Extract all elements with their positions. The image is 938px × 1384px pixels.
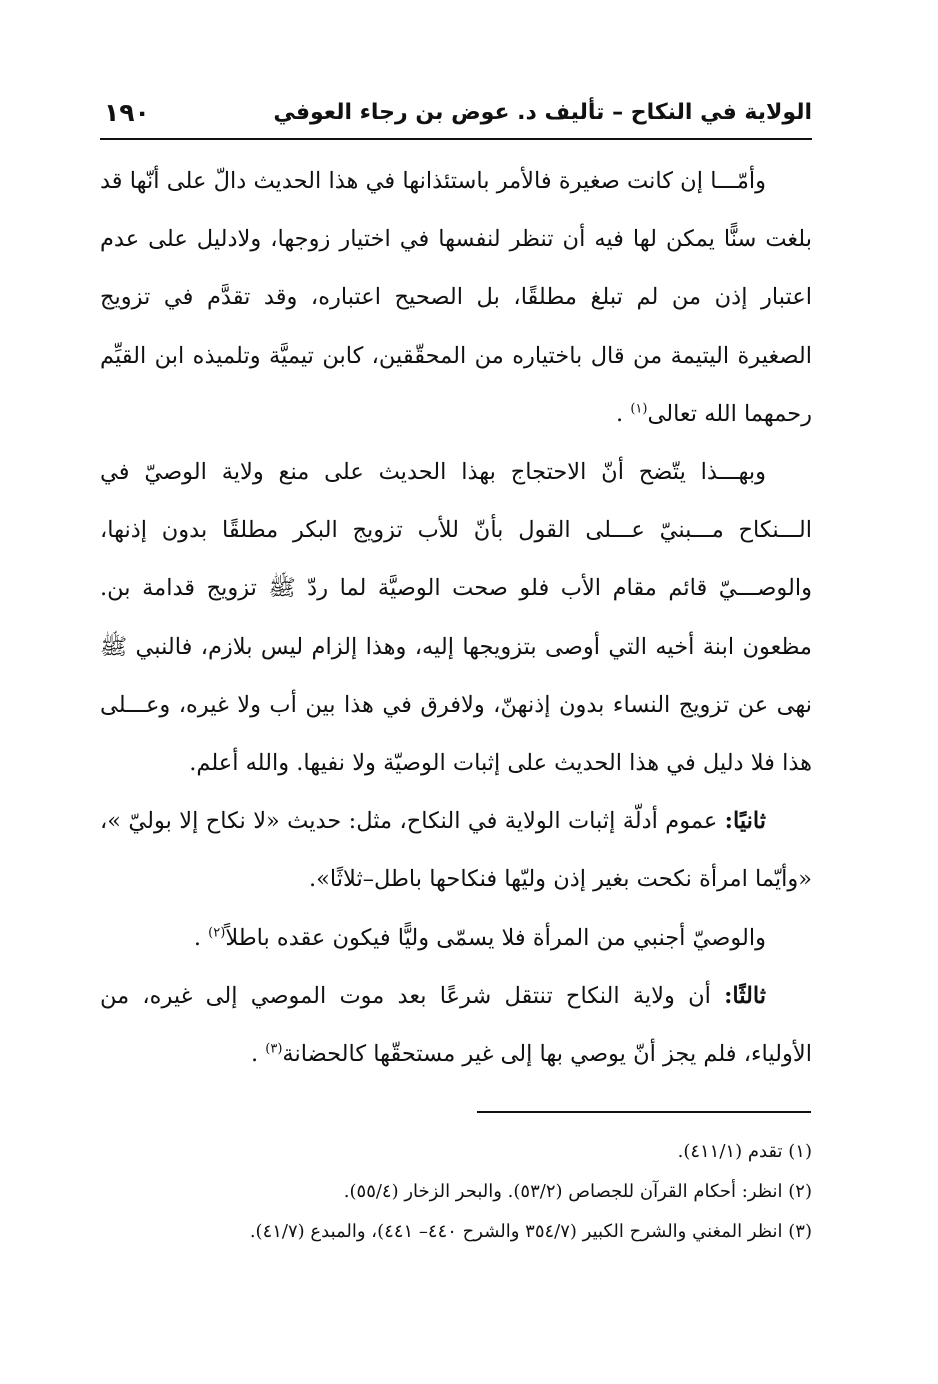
paragraph (100, 967, 812, 1083)
running-title: الولاية في النكاح – تأليف د. عوض بن رجاء العوفي (273, 100, 812, 125)
footnote: (٣) انظر المغني والشرح الكبير (٣٥٤/٧ والشرح ٤٤٠– ٤٤١)، والمبدع (٤١/٧). (249, 1221, 812, 1242)
footnotes (100, 1132, 812, 1252)
footnote-marker: (١) (630, 401, 648, 417)
paragraph (100, 152, 812, 443)
paragraph-text: وأمّـــا إن كانت صغيرة فالأمر باستئذانها في هذا الحديث دالّ على أنّها قد بلغت سنًّا يمكن لها فيه أن تنظر لنفسها في اختيار زوجها، ولادليل على عدم اعتبار إذن من لم تبلغ مطلقًا، بل الصحيح اعتباره، وقد تقدَّم في تزويج الصغيرة اليتيمة من قال باختياره من المحقّقين، كابن تيميَّة وتلميذه ابن القيِّم رحمهما الله تعالى (100, 168, 812, 427)
paragraph-tail: . (250, 1041, 259, 1068)
paragraph-text: عموم أدلّة إثبات الولاية في النكاح، مثل: حديث «لا نكاح إلا بوليّ »، «وأيّما امرأة نكحت بغير إذن وليّها فنكاحها باطل–ثلاثًا». (100, 808, 812, 893)
paragraph-text: أن ولاية النكاح تنتقل شرعًا بعد موت الموصي إلى غيره، من الأولياء، فلم يجز أنّ يوصي بها إلى غير مستحقّها كالحضانة (100, 982, 812, 1068)
paragraph-lead: ثالثًا: (724, 982, 766, 1009)
footnote-separator (477, 1111, 811, 1113)
paragraph-text: والوصيّ أجنبي من المرأة فلا يسمّى وليًّا فيكون عقده باطلاً (225, 924, 766, 951)
paragraph-tail: . (193, 924, 202, 951)
paragraph-lead: ثانيًا: (724, 808, 766, 835)
page-header (100, 98, 812, 140)
footnote-marker: (٢) (208, 925, 226, 941)
paragraph (100, 909, 812, 967)
footnote: (١) تقدم (٤١١/١). (677, 1141, 812, 1162)
footnote: (٢) انظر: أحكام القرآن للجصاص (٥٣/٢). والبحر الزخار (٥٥/٤). (343, 1181, 812, 1202)
page-number: ١٩٠ (104, 98, 150, 127)
paragraph-text: وبهـــذا يتّضح أنّ الاحتجاج بهذا الحديث على منع ولاية الوصيّ في الـــنكاح مـــبنيّ عـــلى القول بأنّ للأب تزويج البكر مطلقًا بدون إذنها، والوصـــيّ قائم مقام الأب فلو صحت الوصيَّة لما ردّ ﷺ تزويج قدامة بن. مظعون ابنة أخيه التي أوصى بتزويجها إليه، وهذا إلزام ليس بلازم، فالنبي ﷺ نهى عن تزويج النساء بدون إذنهنّ، ولافرق في هذا بين أب ولا غيره، وعـــلى هذا فلا دليل في هذا الحديث على إثبات الوصيّة ولا نفيها. والله أعلم. (100, 459, 812, 777)
footnote-marker: (٣) (265, 1041, 283, 1057)
paragraph (100, 443, 812, 792)
paragraph-tail: . (616, 400, 624, 427)
paragraph (100, 792, 812, 908)
main-text (100, 152, 812, 1083)
